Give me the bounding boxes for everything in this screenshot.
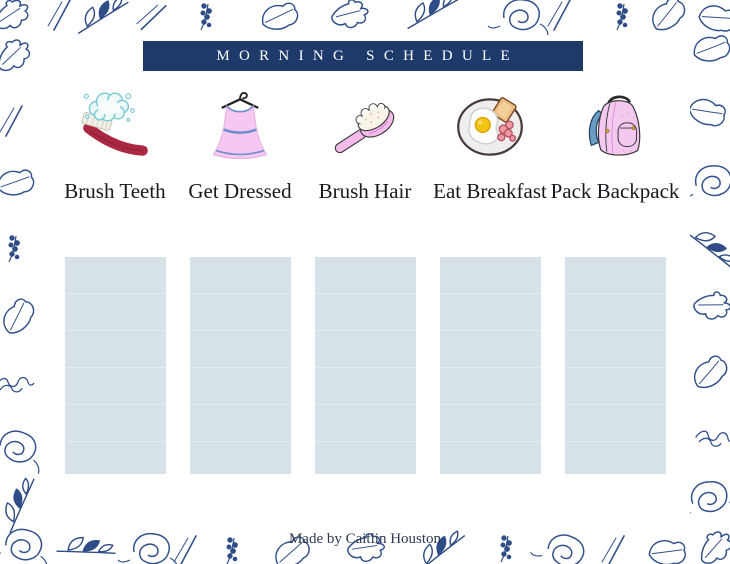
task-slot-column — [190, 257, 291, 474]
schedule-column-pack-backpack — [550, 85, 680, 474]
schedule-column-brush-teeth — [65, 85, 166, 474]
task-label: Brush Teeth — [64, 179, 166, 203]
task-label: Brush Hair — [318, 179, 412, 203]
backpack-icon — [565, 85, 666, 169]
dress-icon — [190, 85, 291, 169]
page-title: MORNING SCHEDULE — [216, 47, 519, 64]
task-slot-column — [565, 257, 666, 474]
task-slot-column — [440, 257, 541, 474]
task-columns — [40, 85, 690, 474]
title-banner — [143, 41, 583, 71]
task-slot-column — [315, 257, 416, 474]
credit-text: Made by Caitlin Houston — [288, 531, 442, 547]
schedule-card — [40, 35, 690, 530]
schedule-column-eat-breakfast — [433, 85, 547, 474]
breakfast-plate-icon — [440, 85, 541, 169]
hairbrush-icon-column — [315, 85, 416, 474]
toothbrush-icon — [65, 85, 166, 169]
task-label: Get Dressed — [188, 179, 292, 203]
task-slot-column — [65, 257, 166, 474]
schedule-column-get-dressed — [190, 85, 291, 474]
task-label: Pack Backpack — [550, 179, 680, 203]
hairbrush-icon — [315, 85, 416, 169]
task-label: Eat Breakfast — [433, 179, 547, 203]
